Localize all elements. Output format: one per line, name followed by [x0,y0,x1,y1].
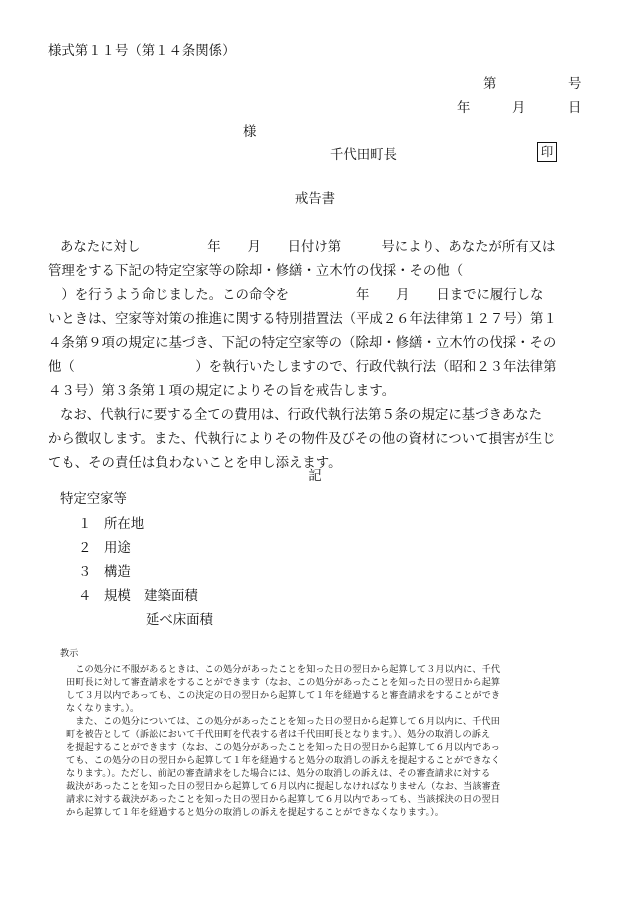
property-item-num: ４ [78,589,92,604]
notice-line: して３月以内であっても、この決定の日の翌日から起算して１年を経過すると審査請求をすることができ [66,690,501,701]
body-line: から徴収します。また、代執行によりその物件及びその他の資材について損害が生じ [48,432,556,447]
property-item-floor-area: 延べ床面積 [146,613,213,628]
document-title: 戒告書 [294,192,336,207]
notice-line: また、この処分については、この処分があったことを知った日の翌日から起算して６月以内に、千代田 [66,716,500,727]
issuer-name: 千代田町長 [330,148,397,163]
date-day: 日 [568,101,582,116]
notice-heading: 教示 [60,648,79,659]
ki-heading: 記 [308,469,322,484]
body-line: ）を行うよう命じました。この命令を 年 月 日までに履行しな [48,288,544,303]
body-paragraph-2 [48,404,588,474]
property-item-use: 用途 [104,541,131,556]
doc-number-dai: 第 [483,77,497,92]
notice-line: 裁決があったことを知った日の翌日から起算して６月以内に提起しなければなりません（なお、当該審査 [66,781,501,792]
body-line: ４条第９項の規定に基づき、下記の特定空家等の（除却・修繕・立木竹の伐採・その [48,336,557,351]
notice-line: ても、この処分の日の翌日から起算して１年を経過すると処分の取消しの訴えを提起することができなく [66,755,501,766]
body-line: なお、代執行に要する全ての費用は、行政代執行法第５条の規定に基づきあなた [60,408,543,423]
body-line: 管理をする下記の特定空家等の除却・修繕・立木竹の伐採・その他（ [48,264,464,279]
doc-number-go: 号 [568,77,582,92]
notice-line: 請求に対する裁決があったことを知った日の翌日から起算して６月以内であっても、当該採決の日の翌日 [66,794,500,805]
property-item-num: １ [78,517,92,532]
notice-line: なくなります。）。 [66,703,140,714]
issue-date [0,97,580,115]
body-line: いときは、空家等対策の推進に関する特別措置法（平成２６年法律第１２７号）第１ [48,312,557,327]
notice-line: を提起することができます（なお、この処分があったことを知った日の翌日から起算して６月以内であっ [66,742,500,753]
notice-line: なります。）。ただし、前記の審査請求をした場合には、処分の取消しの訴えは、その審査請求に対する [66,768,491,779]
recipient-suffix: 様 [243,125,257,140]
body-line: ４３号）第３条第１項の規定によりその旨を戒告します。 [48,384,396,399]
document-number [0,73,580,91]
notice-line: から起算して１年を経過すると処分の取消しの訴えを提起することができなくなります。）。 [66,807,445,818]
body-line: あなたに対し 年 月 日付け第 号により、あなたが所有又は [60,240,556,255]
notice-line: この処分に不服があるときは、この処分があったことを知った日の翌日から起算して３月以内に、千代 [66,664,501,675]
date-month: 月 [512,101,526,116]
property-item-num: ３ [78,565,92,580]
body-line: 他（ ）を執行いたしますので、行政代執行法（昭和２３年法律第 [48,360,557,375]
property-item-scale: 規模 建築面積 [104,589,198,604]
form-number: 様式第１１号（第１４条関係） [48,44,236,59]
property-item-location: 所在地 [104,517,145,532]
property-heading: 特定空家等 [60,492,127,507]
seal-box: 印 [537,142,557,162]
property-item-num: ２ [78,541,92,556]
body-paragraph-1 [48,236,588,406]
property-item-structure: 構造 [104,565,131,580]
notice-body [66,661,586,821]
body-line: ても、その責任は負わないことを申し添えます。 [48,456,342,471]
notice-line: 田町長に対して審査請求をすることができます（なお、この処分があったことを知った日の翌日から起算 [66,677,501,688]
date-year: 年 [457,101,471,116]
notice-line: 町を被告として（訴訟において千代田町を代表する者は千代田町長となります。）、処分の取消しの訴え [66,729,491,740]
